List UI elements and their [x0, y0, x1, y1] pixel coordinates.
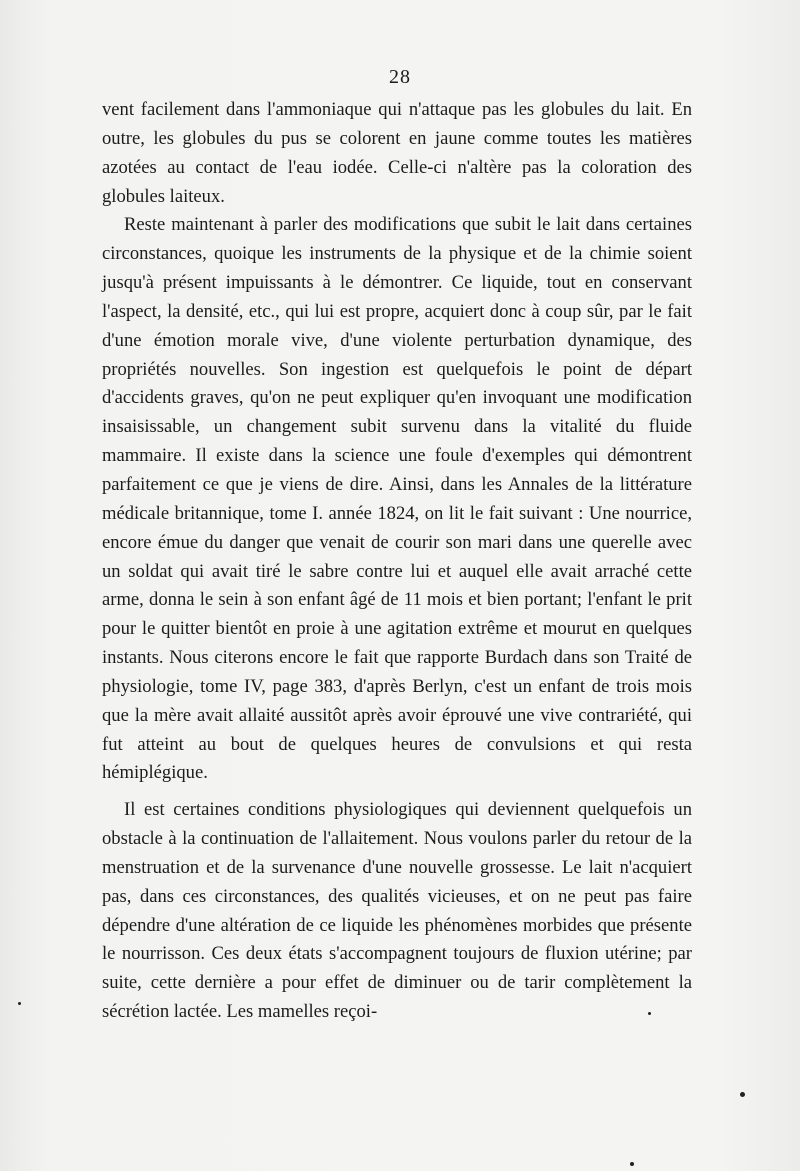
body-text [102, 96, 692, 1027]
ink-speck [648, 1012, 651, 1015]
paragraph-1: vent facilement dans l'ammoniaque qui n'attaque pas les globules du lait. En outre, les globules du pus se colorent en jaune comme toutes les matières azotées au contact de l'eau iodée. Celle-ci n'altère pas la coloration des globules laiteux. [102, 99, 692, 207]
paragraph-2: Reste maintenant à parler des modifications que subit le lait dans certaines circonstances, quoique les instruments de la physique et de la chimie soient jusqu'à présent impuissants à le démontrer. Ce liquide, tout en conservant l'aspect, la densité, etc., qui lui est propre, acquiert donc à coup sûr, par le fait d'une émotion morale vive, d'une violente perturbation dynamique, des propriétés nouvelles. Son ingestion est quelquefois le point de départ d'accidents graves, qu'on ne peut expliquer qu'en invoquant une modification insaisissable, un changement subit survenu dans la vitalité du fluide mammaire. Il existe dans la science une foule d'exemples qui démontrent parfaitement ce que je viens de dire. Ainsi, dans les Annales de la littérature médicale britannique, tome I. année 1824, on lit le fait suivant : Une nourrice, encore émue du danger que venait de courir son mari dans une querelle avec un soldat qui avait tiré le sabre contre lui et auquel elle avait arraché cette arme, donna le sein à son enfant âgé de 11 mois et bien portant; l'enfant le prit pour le quitter bientôt en proie à une agitation extrême et mourut en quelques instants. Nous citerons encore le fait que rapporte Burdach dans son Traité de physiologie, tome IV, page 383, d'après Berlyn, c'est un enfant de trois mois que la mère avait allaité aussitôt après avoir éprouvé une vive contrariété, qui fut atteint au bout de quelques heures de convulsions et qui resta hémiplégique. [102, 214, 692, 784]
ink-speck [630, 1162, 634, 1166]
page-number: 28 [389, 66, 411, 88]
ink-speck [18, 1002, 21, 1005]
paragraph-3: Il est certaines conditions physiologiques qui deviennent quelquefois un obstacle à la continuation de l'allaitement. Nous voulons parler du retour de la menstruation et de la survenance d'une nouvelle grossesse. Le lait n'acquiert pas, dans ces circonstances, des qualités vicieuses, et on ne peut pas faire dépendre d'une altération de ce liquide les phénomènes morbides que présente le nourrisson. Ces deux états s'accompagnent toujours de fluxion utérine; par suite, cette dernière a pour effet de diminuer ou de tarir complètement la sécrétion lactée. Les mamelles reçoi- [102, 799, 692, 1023]
ink-speck [740, 1092, 745, 1097]
